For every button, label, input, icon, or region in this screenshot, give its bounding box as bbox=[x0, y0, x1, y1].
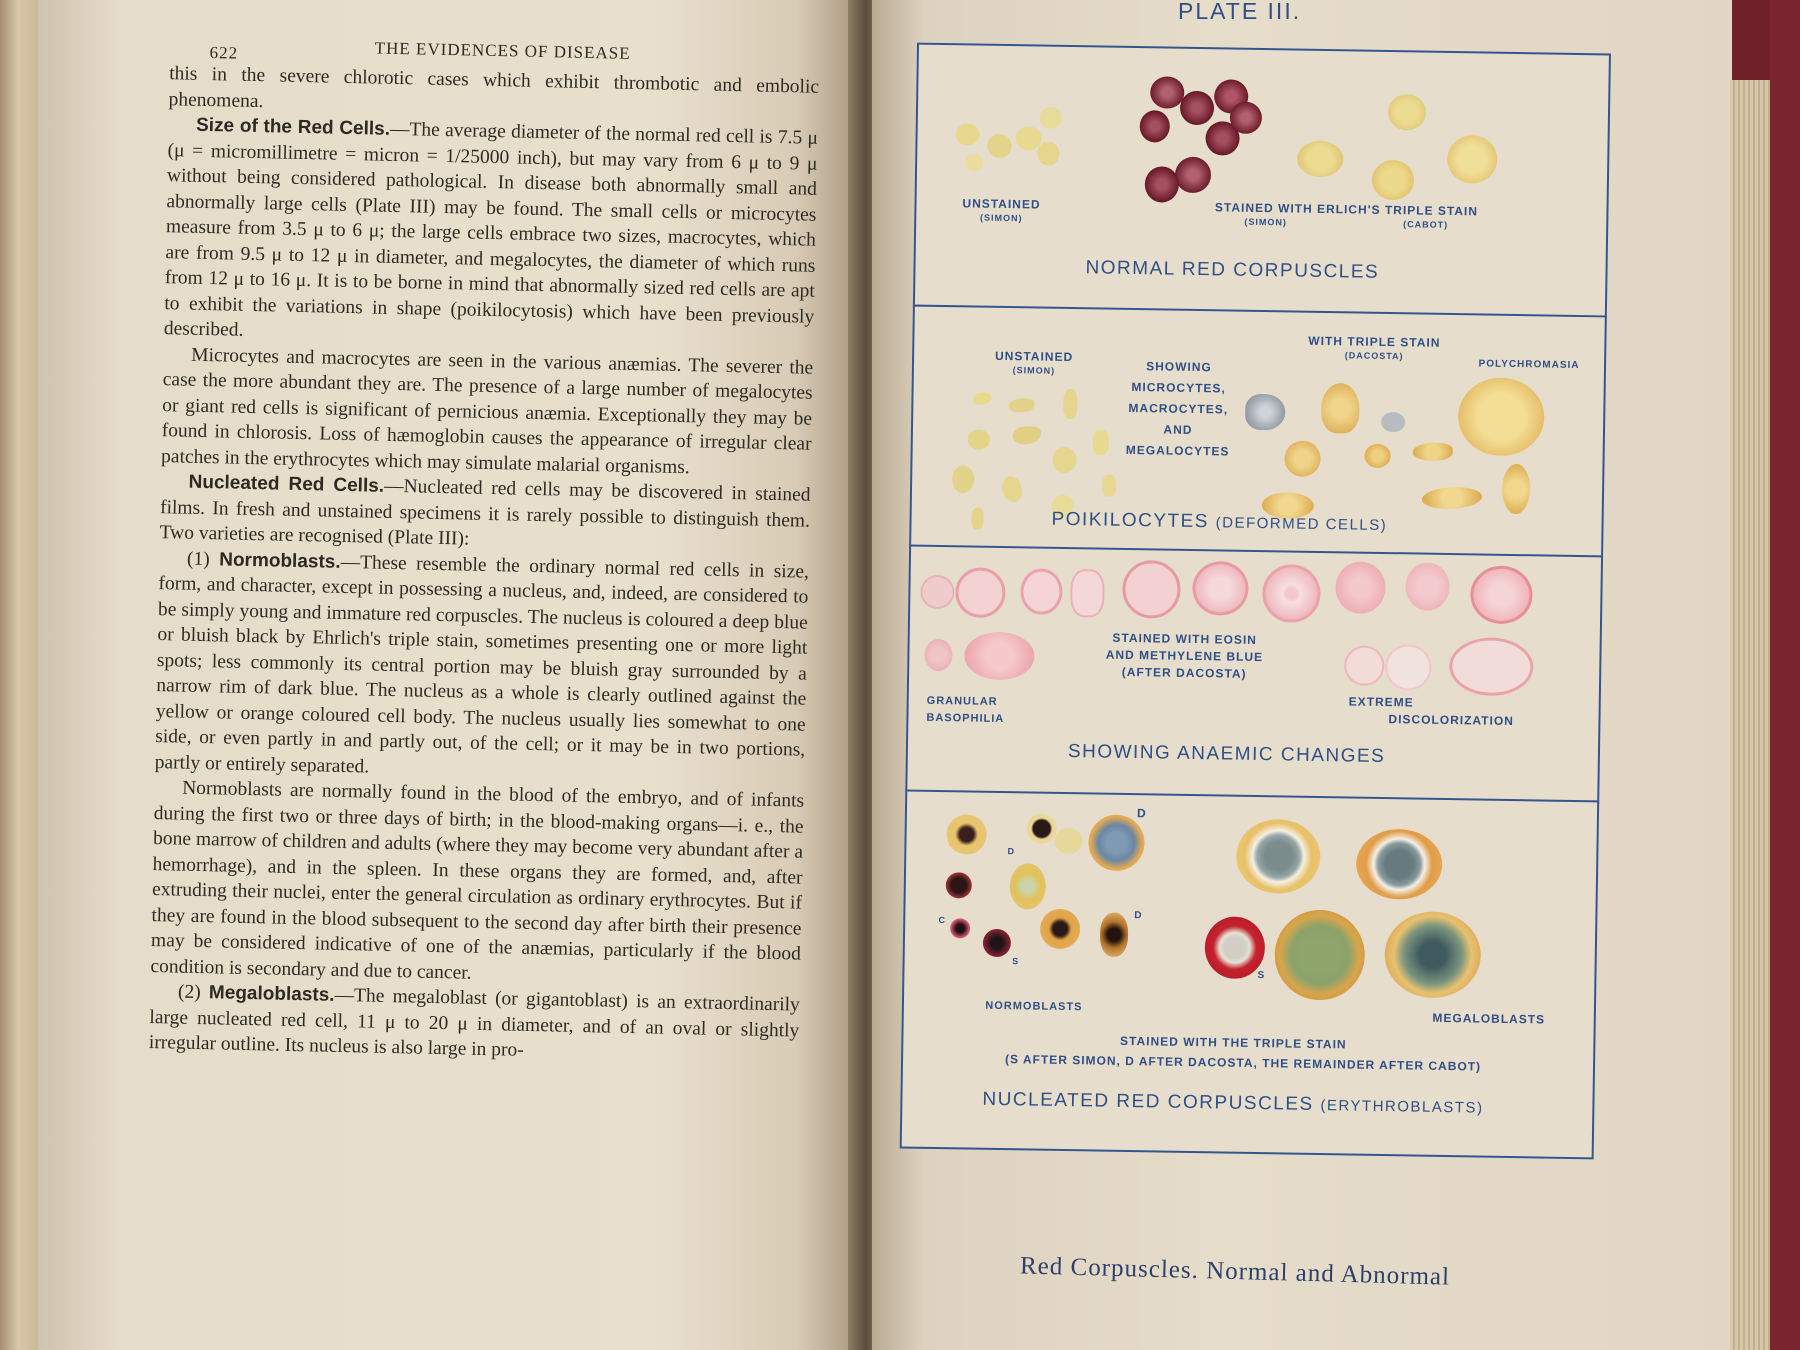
source-mark: S bbox=[1257, 970, 1266, 982]
stained-cell bbox=[1372, 160, 1415, 201]
pale-cell bbox=[1020, 568, 1063, 615]
plate-label: PLATE III. bbox=[1178, 0, 1302, 24]
pale-cell bbox=[920, 575, 955, 610]
pale-cell bbox=[1335, 561, 1386, 614]
cell-illustration bbox=[1037, 141, 1059, 165]
panel-subtitle: (ERYTHROBLASTS) bbox=[1320, 1097, 1484, 1117]
pale-cell bbox=[1070, 569, 1105, 618]
megalocyte-cell bbox=[1458, 377, 1545, 456]
polychromatic-cell bbox=[1245, 394, 1286, 431]
deformed-cell bbox=[1093, 429, 1109, 455]
unstained-label: UNSTAINED bbox=[994, 348, 1074, 365]
normoblast-cell bbox=[1054, 828, 1082, 854]
polychromatic-cell bbox=[1381, 412, 1405, 432]
polychromasia-label: POLYCHROMASIA bbox=[1478, 358, 1580, 372]
granular-cell bbox=[964, 631, 1035, 680]
pale-cell bbox=[1405, 562, 1450, 611]
cell-illustration bbox=[1040, 107, 1062, 129]
stain-label: AND METHYLENE BLUE bbox=[1105, 647, 1264, 665]
running-head-title: THE EVIDENCES OF DISEASE bbox=[374, 38, 631, 63]
stained-cell bbox=[1140, 110, 1170, 142]
megaloblast-cell bbox=[1356, 829, 1443, 900]
section-heading: Nucleated Red Cells. bbox=[188, 471, 385, 497]
normoblast-cell bbox=[1040, 909, 1081, 950]
source-label: (SIMON) bbox=[1012, 365, 1056, 376]
stained-label: STAINED WITH ERLICH'S TRIPLE STAIN bbox=[1214, 200, 1479, 219]
deformed-cell bbox=[968, 429, 990, 449]
deformed-cell bbox=[973, 393, 991, 405]
stained-cell bbox=[1145, 166, 1180, 203]
deformed-cell bbox=[1008, 398, 1034, 412]
stained-cell bbox=[1175, 157, 1212, 194]
panel-subtitle: (DEFORMED CELLS) bbox=[1215, 514, 1388, 535]
panel-title: SHOWING ANAEMIC CHANGES bbox=[1067, 741, 1386, 768]
subsection-heading: Megaloblasts. bbox=[208, 982, 335, 1006]
granular-label: GRANULAR bbox=[926, 694, 998, 708]
deformed-cell bbox=[952, 465, 974, 493]
panel-poikilocytes bbox=[909, 305, 1607, 560]
microcytes-label: MICROCYTES, bbox=[1131, 379, 1226, 396]
source-label: (DACOSTA) bbox=[1344, 350, 1404, 362]
extreme-label: EXTREME bbox=[1348, 694, 1414, 710]
paragraph: Microcytes and macrocytes are seen in the various anæmias. The severer the case the more abundant they are. The presence of a large number of megalocytes or giant red cells is significant of pernicious anæmia. Exceptionally they may be found in chlorosis. Loss of hæmoglobin causes the appearance of irregular clear patches in the erythrocytes which may simulate malarial organisms. bbox=[160, 344, 814, 478]
normoblast-cell bbox=[946, 872, 972, 898]
normoblast-cell bbox=[983, 929, 1011, 957]
stain-label: STAINED WITH EOSIN bbox=[1112, 630, 1258, 647]
megaloblasts-label: MEGALOBLASTS bbox=[1432, 1010, 1546, 1027]
stained-cell bbox=[1230, 102, 1262, 134]
subsection-heading: Normoblasts. bbox=[219, 548, 341, 573]
stained-cell bbox=[1447, 135, 1498, 184]
panel-anaemic-changes bbox=[905, 545, 1603, 805]
plate-figure bbox=[898, 43, 1607, 1274]
source-label: (SIMON) bbox=[1244, 216, 1287, 228]
source-mark: D bbox=[1137, 806, 1147, 821]
deformed-cell bbox=[1052, 447, 1076, 473]
normoblast-cell bbox=[950, 918, 970, 938]
deformed-cell bbox=[1364, 444, 1390, 468]
paragraph: this in the severe chlorotic cases which exhibit thrombotic and embolic phenomena. bbox=[168, 63, 820, 112]
normoblasts-label: NORMOBLASTS bbox=[985, 999, 1083, 1014]
panel-title: POIKILOCYTES bbox=[1051, 508, 1210, 533]
source-mark: S bbox=[1012, 956, 1020, 967]
plate-caption: Red Corpuscles. Normal and Abnormal bbox=[1019, 1252, 1451, 1291]
pale-cell bbox=[1262, 564, 1321, 623]
source-label: (AFTER DACOSTA) bbox=[1121, 664, 1247, 681]
megalocytes-label: MEGALOCYTES bbox=[1125, 442, 1230, 459]
discolorization-label: DISCOLORIZATION bbox=[1388, 712, 1515, 729]
page-number: 622 bbox=[209, 43, 239, 63]
normoblast-cell bbox=[1026, 813, 1056, 843]
stained-cell bbox=[1180, 91, 1215, 126]
normoblast-cell bbox=[1088, 814, 1145, 871]
deformed-cell bbox=[1063, 389, 1077, 419]
granular-cell bbox=[924, 639, 952, 671]
panel-title: NUCLEATED RED CORPUSCLES bbox=[982, 1088, 1314, 1115]
normoblast-cell bbox=[1009, 863, 1046, 910]
source-mark: D bbox=[1007, 846, 1016, 857]
source-mark: D bbox=[1134, 910, 1143, 922]
stain-label: STAINED WITH THE TRIPLE STAIN bbox=[1119, 1033, 1347, 1052]
deformed-cell bbox=[1413, 442, 1453, 461]
paragraph: Nucleated Red Cells.—Nucleated red cells may be discovered in stained films. In fresh and unstained specimens it is rarely possible to distinguish them. Two varieties are recognised (Plate III): bbox=[159, 471, 811, 550]
pale-cell bbox=[1122, 560, 1181, 619]
triple-stain-label: WITH TRIPLE STAIN bbox=[1308, 333, 1441, 350]
book-cover-cloth bbox=[1770, 0, 1800, 1350]
deformed-cell bbox=[1002, 476, 1022, 502]
paragraph: (2) Megaloblasts.—The megaloblast (or gigantoblast) is an extraordinarily large nucleated red cell, 11 μ to 20 μ in diameter, and of an oval or slightly irregular outline. Its nucleus is also large in pro- bbox=[148, 981, 801, 1061]
section-heading: Size of the Red Cells. bbox=[195, 114, 391, 140]
megaloblast-cell bbox=[1384, 911, 1481, 998]
macrocytes-label: MACROCYTES, bbox=[1128, 400, 1229, 417]
pale-cell bbox=[1470, 565, 1533, 624]
deformed-cell bbox=[1502, 464, 1531, 514]
cell-illustration bbox=[987, 134, 1011, 158]
panel-normal-corpuscles bbox=[913, 43, 1611, 320]
paragraph: (1) Normoblasts.—These resemble the ordinary normal red cells in size, form, and character, except in possessing a nucleus, and, indeed, are considered to be simply young and immature red corpuscles. The nucleus is coloured a deep blue or bluish black by Ehrlich's triple stain, sometimes presenting one or more light spots; less commonly its central portion may be bluish gray surrounded by a narrow rim of dark blue. The nucleus as a whole is clearly outlined against the yellow or orange coloured cell body. The nucleus usually lies somewhat to one side, or even partly in and partly out, of the cell; or it may be in two portions, partly or entirely separated. bbox=[154, 548, 810, 778]
cell-illustration bbox=[965, 153, 983, 171]
showing-label: SHOWING bbox=[1146, 359, 1212, 375]
and-label: AND bbox=[1163, 422, 1193, 437]
left-page-edges bbox=[0, 0, 40, 1350]
panel-title: NORMAL RED CORPUSCLES bbox=[1085, 257, 1380, 283]
megaloblast-cell bbox=[1274, 909, 1365, 1000]
discolored-cell bbox=[1385, 644, 1432, 691]
deformed-cell bbox=[971, 507, 983, 529]
megaloblast-cell bbox=[1236, 819, 1321, 894]
discolored-cell bbox=[1449, 637, 1534, 696]
stained-cell bbox=[1297, 141, 1344, 178]
normoblast-cell bbox=[1100, 913, 1129, 957]
deformed-cell bbox=[1013, 426, 1041, 444]
sources-label: (S AFTER SIMON, D AFTER DACOSTA, THE REMAINDER AFTER CABOT) bbox=[1004, 1052, 1482, 1074]
basophilia-label: BASOPHILIA bbox=[926, 711, 1005, 726]
deformed-cell bbox=[1422, 487, 1482, 510]
pale-cell bbox=[955, 567, 1006, 618]
stained-cell bbox=[1388, 94, 1427, 131]
source-label: (CABOT) bbox=[1403, 219, 1449, 230]
deformed-cell bbox=[1284, 440, 1321, 477]
cell-illustration bbox=[955, 123, 979, 145]
deformed-cell bbox=[1321, 383, 1360, 434]
discolored-cell bbox=[1344, 645, 1385, 686]
source-label: (SIMON) bbox=[979, 212, 1023, 224]
deformed-cell bbox=[1102, 475, 1116, 497]
paragraph: Normoblasts are normally found in the blood of the embryo, and of infants during the first two or three days of birth; in the blood-making organs—i. e., the bone marrow of children and adults (where they may become very abundant after a hemorrhage), and in the spleen. In these organs they are formed, and, after extruding their nuclei, enter the general circulation as ordinary erythrocytes. But if they are found in the blood subsequent to the second day after birth their presence may be considered indicative of one of the anæmias, particularly if the blood condition is secondary and due to cancer. bbox=[150, 777, 805, 984]
unstained-label: UNSTAINED bbox=[962, 196, 1041, 212]
normoblast-cell bbox=[946, 814, 987, 855]
left-page-text bbox=[146, 31, 820, 1194]
right-page-edges bbox=[1730, 80, 1800, 1350]
source-mark: C bbox=[938, 915, 947, 926]
pale-cell bbox=[1192, 561, 1249, 616]
paragraph: Size of the Red Cells.—The average diameter of the normal red cell is 7.5 μ (μ = micromillimetre = micron = 1/25000 inch), but may vary from 6 μ to 9 μ without being considered pathological. In disease both abnormally small and abnormally large cells (Plate III) may be found. The small cells or microcytes measure from 3.5 μ to 6 μ; the large cells embrace two sizes, macrocytes, which are from 9.5 μ to 12 μ in diameter, and megalocytes, the diameter of which runs from 12 μ to 16 μ. It is to be borne in mind that abnormally sized red cells are apt to exhibit the variations in shape (poikilocytosis) which have been previously described. bbox=[163, 114, 819, 341]
panel-nucleated-corpuscles bbox=[900, 789, 1600, 1159]
